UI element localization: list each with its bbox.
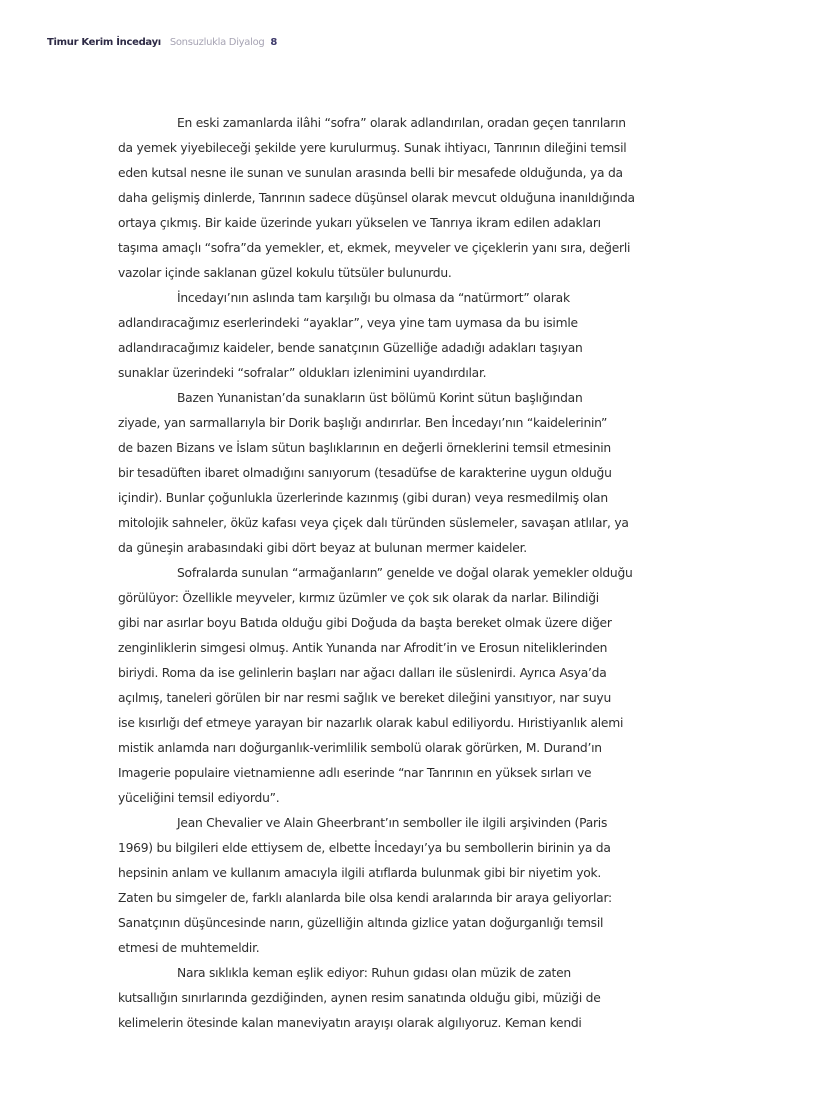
text-line: hepsinin anlam ve kullanım amacıyla ilgili atıflarda bulunmak gibi bir niyetim yok. [118,866,602,880]
text-line: etmesi de muhtemeldir. [118,941,260,955]
text-line: zenginliklerin simgesi olmuş. Antik Yunanda nar Afrodit’in ve Erosun niteliklerinden [118,641,608,655]
running-header [47,37,277,48]
text-line: de bazen Bizans ve İslam sütun başlıklarının en değerli örneklerini temsil etmesinin [118,441,611,455]
text-line: ortaya çıkmış. Bir kaide üzerinde yukarı yükselen ve Tanrıya ikram edilen adakları [118,216,601,230]
paragraph-first-line: En eski zamanlarda ilâhi “sofra” olarak adlandırılan, oradan geçen tanrıların [177,116,626,130]
text-line: taşıma amaçlı “sofra”da yemekler, et, ekmek, meyveler ve çiçeklerin yanı sıra, değerli [118,241,631,255]
body-text [118,111,635,1036]
text-line: yüceliğini temsil ediyordu”. [118,791,280,805]
text-line: 1969) bu bilgileri elde ettiysem de, elbette İncedayı’ya bu sembollerin birinin ya da [118,841,611,855]
text-line: Sanatçının düşüncesinde narın, güzelliğin altında gizlice yatan doğurganlığı temsil [118,916,604,930]
text-line: içindir). Bunlar çoğunlukla üzerlerinde kazınmış (gibi duran) veya resmedilmiş olan [118,491,608,505]
text-line: kutsallığın sınırlarında gezdiğinden, aynen resim sanatında olduğu gibi, müziği de [118,991,601,1005]
header-book-title: Sonsuzlukla Diyalog [169,37,265,48]
text-line: kelimelerin ötesinde kalan maneviyatın arayışı olarak algılıyoruz. Keman kendi [118,1016,582,1030]
paragraph-first-line: Jean Chevalier ve Alain Gheerbrant’ın semboller ile ilgili arşivinden (Paris [177,816,608,830]
text-line: adlandıracağımız kaideler, bende sanatçının Güzelliğe adadığı adakları taşıyan [118,341,583,355]
text-line: sunaklar üzerindeki “sofralar” oldukları izlenimini uyandırdılar. [118,366,487,380]
text-line: bir tesadüften ibaret olmadığını sanıyorum (tesadüfse de karakterine uygun olduğu [118,466,612,480]
text-line: mistik anlamda narı doğurganlık-verimlilik sembolü olarak görürken, M. Durand’ın [118,741,602,755]
paragraph-first-line: İncedayı’nın aslında tam karşılığı bu olmasa da “natürmort” olarak [177,291,570,305]
text-line: Zaten bu simgeler de, farklı alanlarda bile olsa kendi aralarında bir araya geliyorlar: [118,891,612,905]
header-author: Timur Kerim İncedayı [47,37,161,48]
text-line: biriydi. Roma da ise gelinlerin başları nar ağacı dalları ile süslenirdi. Ayrıca Asya’da [118,666,607,680]
text-line: da güneşin arabasındaki gibi dört beyaz at bulunan mermer kaideler. [118,541,527,555]
text-line: adlandıracağımız eserlerindeki “ayaklar”, veya yine tam uymasa da bu isimle [118,316,578,330]
text-line: ise kısırlığı def etmeye yarayan bir nazarlık olarak kabul ediliyordu. Hıristiyanlık alemi [118,716,624,730]
paragraph-first-line: Nara sıklıkla keman eşlik ediyor: Ruhun gıdası olan müzik de zaten [177,966,571,980]
text-line: açılmış, taneleri görülen bir nar resmi sağlık ve bereket dileğini yansıtıyor, nar suyu [118,691,611,705]
text-line: ziyade, yan sarmallarıyla bir Dorik başlığı andırırlar. Ben İncedayı’nın “kaidelerinin” [118,416,608,430]
text-line: daha gelişmiş dinlerde, Tanrının sadece düşünsel olarak mevcut olduğuna inanıldığında [118,191,635,205]
paragraph-first-line: Sofralarda sunulan “armağanların” genelde ve doğal olarak yemekler olduğu [177,566,633,580]
text-line: gibi nar asırlar boyu Batıda olduğu gibi Doğuda da başta bereket olmak üzere diğer [118,616,612,630]
text-line: eden kutsal nesne ile sunan ve sunulan arasında belli bir mesafede olduğunda, ya da [118,166,623,180]
paragraph-first-line: Bazen Yunanistan’da sunakların üst bölümü Korint sütun başlığından [177,391,583,405]
text-line: vazolar içinde saklanan güzel kokulu tütsüler bulunurdu. [118,266,452,280]
text-line: mitolojik sahneler, öküz kafası veya çiçek dalı türünden süslemeler, savaşan atlılar, ya [118,516,629,530]
text-line: görülüyor: Özellikle meyveler, kırmız üzümler ve çok sık olarak da narlar. Bilindiği [118,591,599,605]
text-line: Imagerie populaire vietnamienne adlı eserinde “nar Tanrının en yüksek sırları ve [118,766,592,780]
text-line: da yemek yiyebileceği şekilde yere kurulurmuş. Sunak ihtiyacı, Tanrının dileğini temsil [118,141,627,155]
header-page-number: 8 [270,37,278,48]
